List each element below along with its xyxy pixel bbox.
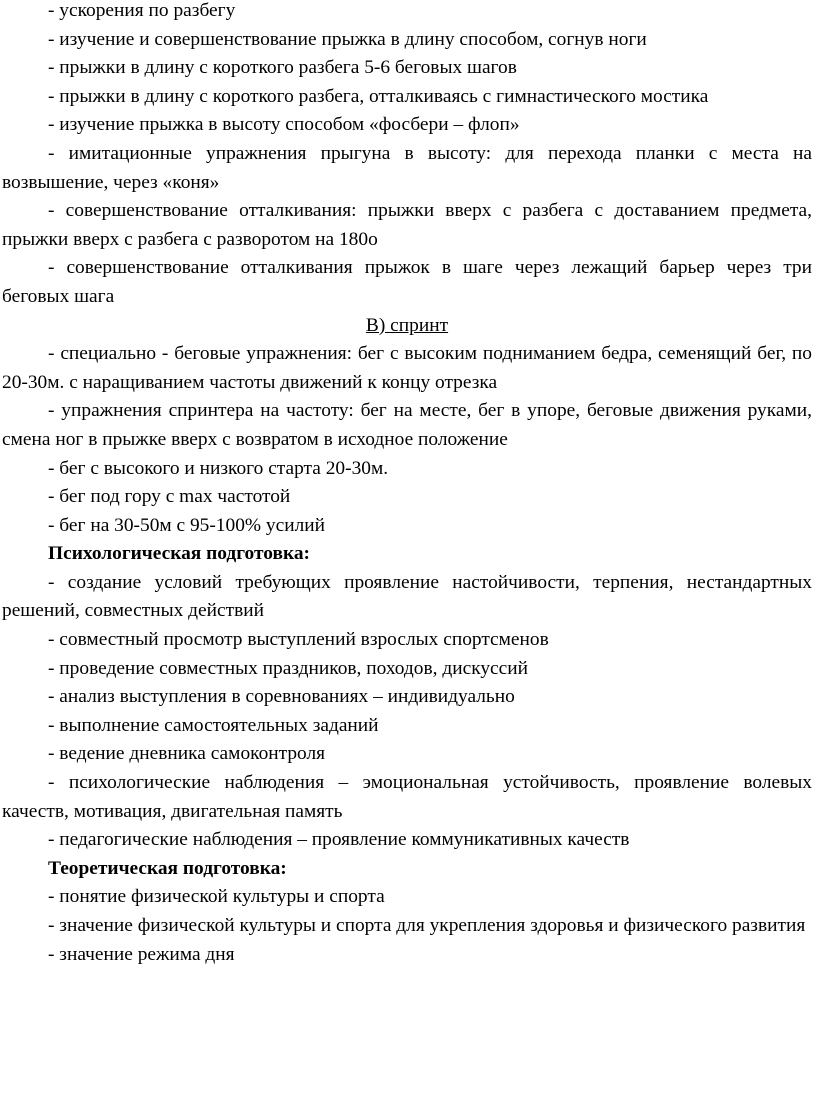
psych-item: - совместный просмотр выступлений взрослых спортсменов bbox=[48, 629, 549, 651]
paragraph: - совершенствование отталкивания: прыжки вверх с разбега с доставанием предмета, прыжки вверх с разбега с разворотом на 180о bbox=[2, 200, 812, 250]
paragraph: - ускорения по разбегу bbox=[48, 0, 236, 21]
sprint-item: - бег с высокого и низкого старта 20-30м. bbox=[48, 457, 389, 479]
psych-item: - психологические наблюдения – эмоциональная устойчивость, проявление волевых качеств, мотивация, двигательная память bbox=[2, 772, 812, 822]
section-heading-psych: Психологическая подготовка: bbox=[48, 543, 310, 565]
section-heading-sprint bbox=[2, 312, 812, 341]
theory-item: - значение режима дня bbox=[48, 943, 235, 965]
paragraph: - имитационные упражнения прыгуна в высоту: для перехода планки с места на возвышение, через «коня» bbox=[2, 142, 812, 193]
psych-item: - ведение дневника самоконтроля bbox=[48, 743, 326, 765]
sprint-item: - бег под гору с max частотой bbox=[48, 486, 291, 508]
psych-item: - педагогические наблюдения – проявление коммуникативных качеств bbox=[48, 829, 630, 851]
paragraph: - изучение и совершенствование прыжка в длину способом, согнув ноги bbox=[48, 28, 647, 50]
sprint-item: - бег на 30-50м с 95-100% усилий bbox=[48, 514, 326, 536]
sprint-heading-text: В) спринт bbox=[365, 314, 449, 336]
sprint-item: - специально - беговые упражнения: бег с высоким подниманием бедра, семенящий бег, по 20-30м. с наращиванием частоты движений к концу отрезка bbox=[2, 343, 812, 393]
paragraph: - изучение прыжка в высоту способом «фосбери – флоп» bbox=[48, 114, 520, 136]
psych-item: - анализ выступления в соревнованиях – индивидуально bbox=[48, 686, 515, 708]
paragraph: - прыжки в длину с короткого разбега, отталкиваясь с гимнастического мостика bbox=[48, 85, 709, 107]
psych-item: - проведение совместных праздников, походов, дискуссий bbox=[48, 657, 529, 679]
sprint-item: - упражнения спринтера на частоту: бег на месте, бег в упоре, беговые движения руками, смена ног в прыжке вверх с возвратом в исходное положение bbox=[2, 400, 812, 450]
section-heading-theory: Теоретическая подготовка: bbox=[48, 857, 287, 879]
theory-item: - значение физической культуры и спорта для укрепления здоровья и физического развития bbox=[48, 915, 806, 936]
psych-item: - создание условий требующих проявление настойчивости, терпения, нестандартных решений, совместных действий bbox=[2, 571, 812, 622]
psych-item: - выполнение самостоятельных заданий bbox=[48, 714, 379, 736]
paragraph: - прыжки в длину с короткого разбега 5-6 беговых шагов bbox=[48, 57, 517, 79]
paragraph: - совершенствование отталкивания прыжок в шаге через лежащий барьер через три беговых шага bbox=[2, 257, 812, 307]
theory-item: - понятие физической культуры и спорта bbox=[48, 886, 385, 908]
